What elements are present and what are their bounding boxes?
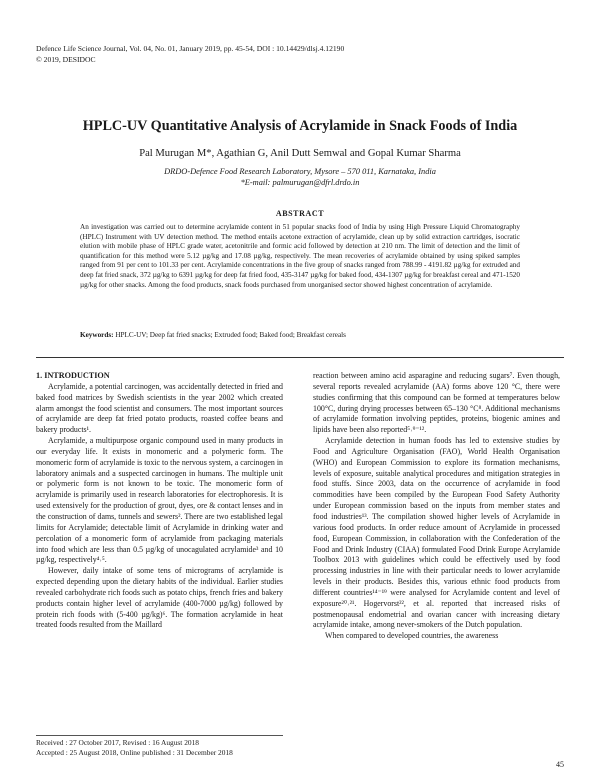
paragraph: Acrylamide, a potential carcinogen, was accidentally detected in fried and baked food matrices by Swedish scientists in the year 2002 which created alarm amongst the food scientist and consumers. The most important sources of acrylamide are deep fat fried potato products, roasted coffee beans and bakery products¹.: [36, 381, 283, 435]
paragraph: reaction between amino acid asparagine and reducing sugars⁷. Even though, several reports revealed acrylamide (AA) forms above 120 °C, there were studies confirming that this compound can be formed at temperatures below 100°C, during drying processes between 65–130 °C⁸. Additional mechanisms of acrylamide formation involving peptides, proteins, biogenic amines and lipids have been also reported⁵˒⁹⁻¹².: [313, 371, 560, 435]
author-list: Pal Murugan M*, Agathian G, Anil Dutt Semwal and Gopal Kumar Sharma: [139, 148, 461, 159]
keywords-label: Keywords:: [80, 331, 114, 339]
paragraph: Acrylamide, a multipurpose organic compound used in many products in our everyday life. It exists in monomeric and a polymeric form. The monomeric form of acrylamide is toxic to the nervous system, a carcinogen in laboratory animals and a suspected carcinogen in humans. The multiple unit or polymeric form is not known to be toxic. The monomeric form of acrylamide is primarily used in research laboratories for electrophoresis. It is used extensively for the production of grout, dyes, ore & contact lenses and in the construction of dams, tunnels and sewers². There are two established legal limits for Acrylamide; detectable limit of Acrylamide in drinking water and percolation of a monomeric form of acrylamide from packaging materials into food which are less than 0.5 µg/kg of unocagulated acrylamide³ and 10 µg/kg, respectively⁴˒⁵.: [36, 436, 283, 565]
journal-citation: Defence Life Science Journal, Vol. 04, No. 01, January 2019, pp. 45-54, DOI : 10.14429/dlsj.4.12190: [36, 44, 345, 53]
footnote-divider: [36, 735, 283, 736]
affiliation-block: [36, 166, 564, 188]
received-revised-dates: Received : 27 October 2017, Revised : 16 August 2018: [36, 738, 199, 747]
manuscript-dates: [36, 738, 233, 758]
keywords-text: HPLC-UV; Deep fat fried snacks; Extruded food; Baked food; Breakfast cereals: [113, 331, 346, 339]
copyright-line: © 2019, DESIDOC: [36, 54, 96, 64]
left-column: [36, 371, 283, 716]
keywords: [80, 331, 520, 339]
paragraph: When compared to developed countries, the awareness: [325, 631, 499, 641]
right-column: [313, 371, 560, 761]
paragraph: However, daily intake of some tens of micrograms of acrylamide is expected depending upon the dietary habits of the individual. Earlier studies revealed carbohydrate rich foods such as potato chips, french fries and bakery products contain higher level of acrylamide (400-7000 µg/kg) followed by protein rich foods with (5-400 µg/kg)⁶. The formation acrylamide in heat treated foods resulted from the Maillard: [36, 566, 283, 630]
abstract-heading: ABSTRACT: [275, 209, 325, 218]
abstract-text: An investigation was carried out to determine acrylamide content in 51 popular snacks food of India by using High Pressure Liquid Chromatography (HPLC) Instrument with UV detection method. The method entails acetone extraction of acrylamide, clean up by solid extraction cartridges, isocratic elution with mobile phase of HPLC grade water, acetonitrile and formic acid followed by detection at 210 nm. The limit of detection and the limit of quantification for this method were 5.12 µg/kg and 17.08 µg/kg, respectively. The mean recoveries of acrylamide obtained by using spiked samples ranged from 91 per cent to 101.33 per cent. Acrylamide concentrations in the five group of snacks ranged from 788.99 - 4191.82 µg/kg for extruded and deep fat fried snack, 372 µg/kg to 6391 µg/kg for deep fat fried food, 435-3147 µg/kg for baked food, 434-1307 µg/kg for breakfast cereal and 471-1520 µg/kg for other snacks. Among the food products, snack foods purchased from unorganised sector showed highest concentration of acrylamide.: [80, 223, 520, 289]
accepted-published-dates: Accepted : 25 August 2018, Online published : 31 December 2018: [36, 748, 233, 757]
paper-title: HPLC-UV Quantitative Analysis of Acrylamide in Snack Foods of India: [82, 118, 518, 134]
page-number: 45: [556, 760, 564, 769]
section-divider: [36, 357, 564, 358]
corresponding-email: *E-mail: palmurugan@dfrl.drdo.in: [240, 178, 360, 187]
journal-header: [36, 44, 344, 65]
section-heading-introduction: 1. INTRODUCTION: [36, 371, 110, 380]
affiliation: DRDO-Defence Food Research Laboratory, Mysore – 570 011, Karnataka, India: [164, 167, 436, 176]
paragraph: Acrylamide detection in human foods has led to extensive studies by Food and Agriculture Organisation (FAO), World Health Organisation (WHO) and European Commission to explore its formation mechanisms, levels of exposure, suitable analytical procedures and mitigation strategies in food stuffs. Since 2003, data on the occurrence of acrylamide in food commodities have been compiled by the European Food Safety Authority under European commission based on the inputs from member states and food industries¹³. The compilation showed higher levels of Acrylamide in various food products. In order reduce amount of Acrylamide in processed food, European Commission, in collaboration with the Confederation of the Food and Drink Industry (CIAA) formulated Food Drink Europe Acrylamide Toolbox 2013 with guidelines which could be effectively used by food processing industries in line with their particular needs to lower acrylamide levels in their products. Besides this, various ethnic food products from different countries¹⁴⁻¹⁹ were analysed for Acrylamide content and level of exposure²⁰˒²¹. Hogervorst²², et al. reported that increased risks of postmenopausal endometrial and ovarian cancer with increasing dietary acrylamide intake, among never-smokers of the Dutch population.: [313, 436, 560, 630]
